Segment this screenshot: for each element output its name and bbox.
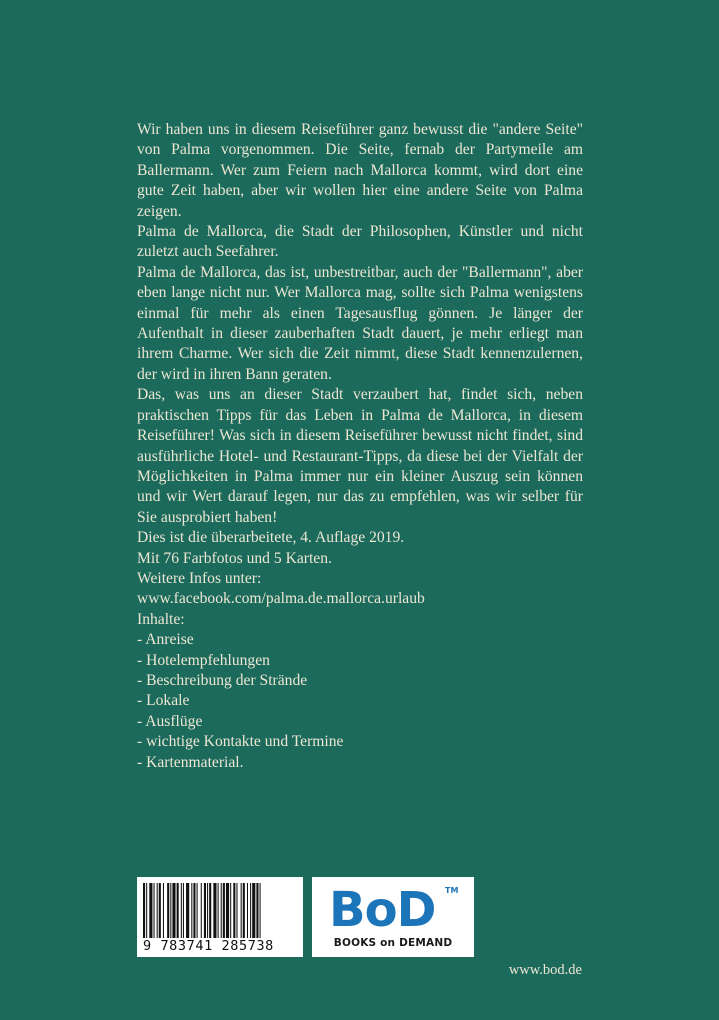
contents-item: - Beschreibung der Strände [137, 671, 308, 689]
blurb-paragraph: Palma de Mallorca, die Stadt der Philosophen, Künstler und nicht zuletzt auch Seefahrer. [137, 223, 583, 261]
contents-item: - Ausflüge [137, 712, 203, 730]
contents-item: - Kartenmaterial. [137, 753, 244, 771]
edition-note: Dies ist die überarbeitete, 4. Auflage 2019. [137, 529, 405, 547]
publisher-website: www.bod.de [508, 962, 582, 978]
publisher-logo [312, 877, 474, 957]
contents-item: - Anreise [137, 631, 194, 649]
isbn-number: 9 783741 285738 [141, 938, 297, 954]
contents-list [137, 630, 583, 773]
bod-logo-wordmark: BoD [329, 882, 436, 938]
contents-item: - Lokale [137, 692, 190, 710]
isbn-barcode [137, 877, 303, 957]
blurb-paragraph: Das, was uns an dieser Stadt verzaubert hat, findet sich, neben praktischen Tipps für das Leben in Palma de Mallorca, in diesem Reiseführer! Was sich in diesem Reiseführer bewusst nicht findet, sind ausführliche Hotel- und Restaurant-Tipps, da diese bei der Vielfalt der Möglichkeiten in Palma immer nur ein kleiner Auszug sein können und wir Wert darauf legen, nur das zu empfehlen, was wir selber für Sie ausprobiert haben! [137, 386, 583, 526]
facebook-url: www.facebook.com/palma.de.mallorca.urlaub [137, 590, 425, 608]
photos-note: Mit 76 Farbfotos und 5 Karten. [137, 549, 332, 567]
blurb-paragraph: Wir haben uns in diesem Reiseführer ganz bewusst die "andere Seite" von Palma vorgenommen. Die Seite, fernab der Partymeile am Ballermann. Wer zum Feiern nach Mallorca kommt, wird dort eine gute Zeit haben, aber wir wollen hier eine andere Seite von Palma zeigen. [137, 121, 583, 220]
contents-heading: Inhalte: [137, 610, 185, 628]
contents-item: - Hotelempfehlungen [137, 651, 270, 669]
blurb-paragraph: Palma de Mallorca, das ist, unbestreitbar, auch der "Ballermann", aber eben lange nicht nur. Wer Mallorca mag, sollte sich Palma wenigstens einmal für mehr als einen Tagesausflug gönnen. Je länger der Aufenthalt in dieser zauberhaften Stadt dauert, je mehr erliegt man ihrem Charme. Wer sich die Zeit nimmt, diese Stadt kennenzulernen, der wird in ihren Bann geraten. [137, 263, 583, 383]
trademark-mark: TM [445, 886, 459, 895]
contents-item: - wichtige Kontakte und Termine [137, 733, 344, 751]
more-info-label: Weitere Infos unter: [137, 569, 262, 587]
publisher-tagline: BOOKS on DEMAND [333, 937, 453, 949]
back-cover-blurb [137, 120, 583, 773]
